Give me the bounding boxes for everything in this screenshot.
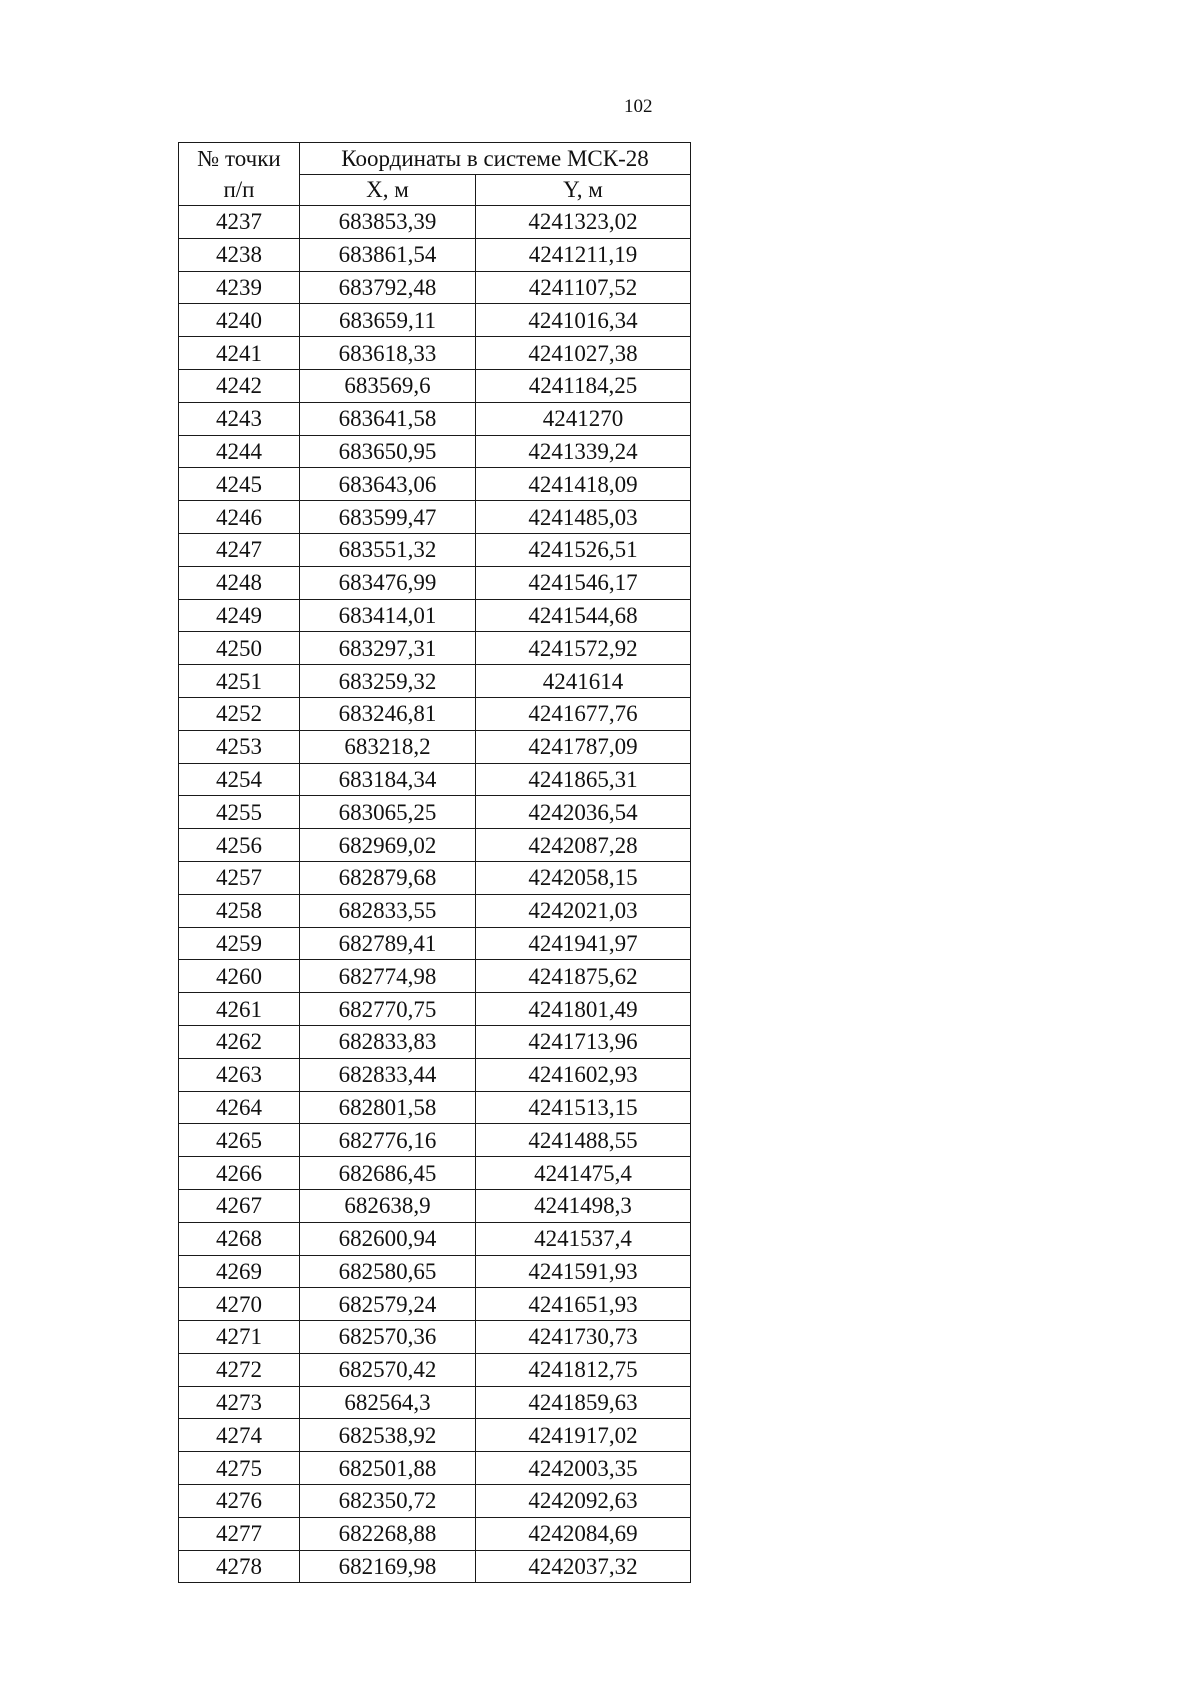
point-number-cell: 4240 <box>179 304 300 337</box>
table-row <box>179 1321 691 1354</box>
y-coordinate-cell: 4242003,35 <box>476 1452 691 1485</box>
point-number-cell: 4242 <box>179 369 300 402</box>
x-coordinate-cell: 682350,72 <box>300 1485 476 1518</box>
x-coordinate-cell: 683599,47 <box>300 501 476 534</box>
point-number-cell: 4245 <box>179 468 300 501</box>
table-row <box>179 632 691 665</box>
y-coordinate-cell: 4241591,93 <box>476 1255 691 1288</box>
x-coordinate-cell: 682501,88 <box>300 1452 476 1485</box>
x-coordinate-cell: 683569,6 <box>300 369 476 402</box>
y-coordinate-cell: 4241270 <box>476 402 691 435</box>
table-row <box>179 206 691 239</box>
x-coordinate-cell: 683853,39 <box>300 206 476 239</box>
table-row <box>179 238 691 271</box>
point-number-cell: 4255 <box>179 796 300 829</box>
point-number-cell: 4273 <box>179 1386 300 1419</box>
page-number: 102 <box>624 96 653 117</box>
x-coordinate-cell: 683650,95 <box>300 435 476 468</box>
x-header: X, м <box>300 174 476 206</box>
x-coordinate-cell: 683297,31 <box>300 632 476 665</box>
y-coordinate-cell: 4242084,69 <box>476 1517 691 1550</box>
point-number-cell: 4265 <box>179 1124 300 1157</box>
table-row <box>179 665 691 698</box>
x-coordinate-cell: 682879,68 <box>300 861 476 894</box>
x-coordinate-cell: 683643,06 <box>300 468 476 501</box>
y-coordinate-cell: 4241526,51 <box>476 533 691 566</box>
x-coordinate-cell: 682686,45 <box>300 1157 476 1190</box>
table-row <box>179 1058 691 1091</box>
point-number-cell: 4260 <box>179 960 300 993</box>
point-number-header <box>179 143 300 206</box>
point-number-cell: 4256 <box>179 829 300 862</box>
point-number-cell: 4238 <box>179 238 300 271</box>
table-row <box>179 861 691 894</box>
y-coordinate-cell: 4241211,19 <box>476 238 691 271</box>
table-row <box>179 337 691 370</box>
table-row <box>179 1517 691 1550</box>
table-row <box>179 1157 691 1190</box>
point-number-cell: 4252 <box>179 697 300 730</box>
table-row <box>179 1025 691 1058</box>
point-number-cell: 4253 <box>179 730 300 763</box>
x-coordinate-cell: 682638,9 <box>300 1189 476 1222</box>
y-coordinate-cell: 4241513,15 <box>476 1091 691 1124</box>
table-row <box>179 1091 691 1124</box>
point-number-cell: 4244 <box>179 435 300 468</box>
y-coordinate-cell: 4241339,24 <box>476 435 691 468</box>
point-number-cell: 4250 <box>179 632 300 665</box>
table-row <box>179 566 691 599</box>
x-coordinate-cell: 683065,25 <box>300 796 476 829</box>
point-number-cell: 4264 <box>179 1091 300 1124</box>
x-coordinate-cell: 682570,42 <box>300 1353 476 1386</box>
point-number-cell: 4262 <box>179 1025 300 1058</box>
table-header <box>179 143 691 206</box>
point-number-cell: 4277 <box>179 1517 300 1550</box>
y-coordinate-cell: 4241572,92 <box>476 632 691 665</box>
point-number-cell: 4261 <box>179 993 300 1026</box>
table-row <box>179 697 691 730</box>
x-coordinate-cell: 682801,58 <box>300 1091 476 1124</box>
point-number-cell: 4269 <box>179 1255 300 1288</box>
coordinates-table <box>178 142 691 1583</box>
x-coordinate-cell: 682833,44 <box>300 1058 476 1091</box>
x-coordinate-cell: 682770,75 <box>300 993 476 1026</box>
table-row <box>179 894 691 927</box>
y-coordinate-cell: 4241418,09 <box>476 468 691 501</box>
table-row <box>179 1386 691 1419</box>
table-row <box>179 599 691 632</box>
table-row <box>179 960 691 993</box>
table-row <box>179 1353 691 1386</box>
table-row <box>179 1485 691 1518</box>
y-coordinate-cell: 4241812,75 <box>476 1353 691 1386</box>
table-row <box>179 1550 691 1583</box>
y-coordinate-cell: 4241730,73 <box>476 1321 691 1354</box>
point-number-cell: 4268 <box>179 1222 300 1255</box>
point-number-cell: 4274 <box>179 1419 300 1452</box>
point-number-cell: 4263 <box>179 1058 300 1091</box>
table-row <box>179 796 691 829</box>
y-coordinate-cell: 4242092,63 <box>476 1485 691 1518</box>
x-coordinate-cell: 682833,55 <box>300 894 476 927</box>
table-row <box>179 829 691 862</box>
point-number-cell: 4247 <box>179 533 300 566</box>
point-number-cell: 4272 <box>179 1353 300 1386</box>
y-coordinate-cell: 4241801,49 <box>476 993 691 1026</box>
table-row <box>179 763 691 796</box>
point-number-cell: 4251 <box>179 665 300 698</box>
point-number-cell: 4248 <box>179 566 300 599</box>
y-coordinate-cell: 4241016,34 <box>476 304 691 337</box>
table-row <box>179 1124 691 1157</box>
point-number-cell: 4275 <box>179 1452 300 1485</box>
x-coordinate-cell: 682564,3 <box>300 1386 476 1419</box>
table-row <box>179 927 691 960</box>
table-row <box>179 1255 691 1288</box>
coordinates-group-header: Координаты в системе МСК-28 <box>300 143 691 175</box>
y-coordinate-cell: 4241546,17 <box>476 566 691 599</box>
point-number-cell: 4254 <box>179 763 300 796</box>
y-coordinate-cell: 4241485,03 <box>476 501 691 534</box>
y-coordinate-cell: 4241107,52 <box>476 271 691 304</box>
table-row <box>179 402 691 435</box>
table-row <box>179 435 691 468</box>
point-number-header-sub: п/п <box>223 177 255 202</box>
x-coordinate-cell: 683861,54 <box>300 238 476 271</box>
x-coordinate-cell: 683659,11 <box>300 304 476 337</box>
x-coordinate-cell: 682776,16 <box>300 1124 476 1157</box>
x-coordinate-cell: 682579,24 <box>300 1288 476 1321</box>
y-coordinate-cell: 4241713,96 <box>476 1025 691 1058</box>
table-row <box>179 369 691 402</box>
y-coordinate-cell: 4241941,97 <box>476 927 691 960</box>
table-row <box>179 1189 691 1222</box>
point-number-cell: 4270 <box>179 1288 300 1321</box>
point-number-cell: 4241 <box>179 337 300 370</box>
y-coordinate-cell: 4241027,38 <box>476 337 691 370</box>
x-coordinate-cell: 683414,01 <box>300 599 476 632</box>
table-row <box>179 1222 691 1255</box>
point-number-cell: 4267 <box>179 1189 300 1222</box>
table-row <box>179 1288 691 1321</box>
y-coordinate-cell: 4241475,4 <box>476 1157 691 1190</box>
table-row <box>179 468 691 501</box>
point-number-cell: 4249 <box>179 599 300 632</box>
table-row <box>179 1452 691 1485</box>
x-coordinate-cell: 682538,92 <box>300 1419 476 1452</box>
x-coordinate-cell: 683618,33 <box>300 337 476 370</box>
y-header: Y, м <box>476 174 691 206</box>
y-coordinate-cell: 4241544,68 <box>476 599 691 632</box>
point-number-cell: 4258 <box>179 894 300 927</box>
point-number-cell: 4271 <box>179 1321 300 1354</box>
point-number-cell: 4278 <box>179 1550 300 1583</box>
point-number-cell: 4257 <box>179 861 300 894</box>
table-row <box>179 730 691 763</box>
point-number-header-label: № точки <box>197 146 281 171</box>
y-coordinate-cell: 4241865,31 <box>476 763 691 796</box>
x-coordinate-cell: 682833,83 <box>300 1025 476 1058</box>
table-row <box>179 1419 691 1452</box>
table-row <box>179 533 691 566</box>
x-coordinate-cell: 682774,98 <box>300 960 476 993</box>
table-row <box>179 304 691 337</box>
point-number-cell: 4237 <box>179 206 300 239</box>
y-coordinate-cell: 4241651,93 <box>476 1288 691 1321</box>
y-coordinate-cell: 4241917,02 <box>476 1419 691 1452</box>
x-coordinate-cell: 682969,02 <box>300 829 476 862</box>
x-coordinate-cell: 683218,2 <box>300 730 476 763</box>
point-number-cell: 4259 <box>179 927 300 960</box>
y-coordinate-cell: 4242037,32 <box>476 1550 691 1583</box>
x-coordinate-cell: 682600,94 <box>300 1222 476 1255</box>
y-coordinate-cell: 4242058,15 <box>476 861 691 894</box>
x-coordinate-cell: 682789,41 <box>300 927 476 960</box>
x-coordinate-cell: 683792,48 <box>300 271 476 304</box>
table-row <box>179 993 691 1026</box>
table-body <box>179 206 691 1583</box>
y-coordinate-cell: 4241323,02 <box>476 206 691 239</box>
x-coordinate-cell: 683641,58 <box>300 402 476 435</box>
y-coordinate-cell: 4242087,28 <box>476 829 691 862</box>
y-coordinate-cell: 4241488,55 <box>476 1124 691 1157</box>
x-coordinate-cell: 683246,81 <box>300 697 476 730</box>
y-coordinate-cell: 4241602,93 <box>476 1058 691 1091</box>
y-coordinate-cell: 4241677,76 <box>476 697 691 730</box>
y-coordinate-cell: 4241875,62 <box>476 960 691 993</box>
point-number-cell: 4243 <box>179 402 300 435</box>
point-number-cell: 4266 <box>179 1157 300 1190</box>
point-number-cell: 4246 <box>179 501 300 534</box>
x-coordinate-cell: 683259,32 <box>300 665 476 698</box>
x-coordinate-cell: 682169,98 <box>300 1550 476 1583</box>
table-row <box>179 271 691 304</box>
x-coordinate-cell: 682580,65 <box>300 1255 476 1288</box>
y-coordinate-cell: 4241498,3 <box>476 1189 691 1222</box>
table-row <box>179 501 691 534</box>
y-coordinate-cell: 4242036,54 <box>476 796 691 829</box>
y-coordinate-cell: 4241537,4 <box>476 1222 691 1255</box>
point-number-cell: 4276 <box>179 1485 300 1518</box>
x-coordinate-cell: 683476,99 <box>300 566 476 599</box>
y-coordinate-cell: 4242021,03 <box>476 894 691 927</box>
y-coordinate-cell: 4241184,25 <box>476 369 691 402</box>
x-coordinate-cell: 682570,36 <box>300 1321 476 1354</box>
y-coordinate-cell: 4241614 <box>476 665 691 698</box>
x-coordinate-cell: 683184,34 <box>300 763 476 796</box>
y-coordinate-cell: 4241787,09 <box>476 730 691 763</box>
x-coordinate-cell: 682268,88 <box>300 1517 476 1550</box>
point-number-cell: 4239 <box>179 271 300 304</box>
y-coordinate-cell: 4241859,63 <box>476 1386 691 1419</box>
x-coordinate-cell: 683551,32 <box>300 533 476 566</box>
